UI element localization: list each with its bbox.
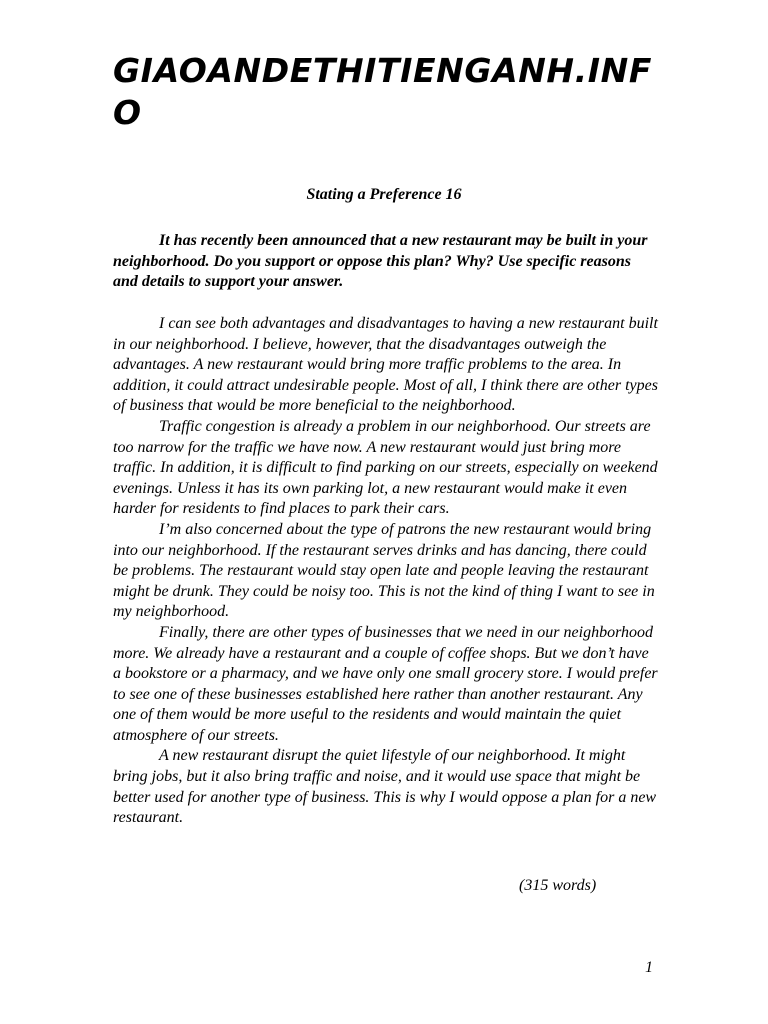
document-title: Stating a Preference 16 — [306, 186, 462, 203]
essay-paragraph: Finally, there are other types of businesses that we need in our neighborhood more. We already have a restaurant and a couple of coffee shops. But we don’t have a bookstore or a pharmacy, and we have only one small grocery store. I would prefer to see one of these businesses established here rather than another restaurant. Any one of them would be more useful to the residents and would maintain the quiet atmosphere of our streets. — [113, 623, 658, 744]
essay-body — [113, 314, 658, 829]
essay-paragraph: I can see both advantages and disadvantages to having a new restaurant built in our neighborhood. I believe, however, that the disadvantages outweigh the advantages. A new restaurant would bring more traffic problems to the area. In addition, it could attract undesirable people. Most of all, I think there are other types of business that would be more beneficial to the neighborhood. — [113, 315, 658, 415]
essay-paragraph: A new restaurant disrupt the quiet lifestyle of our neighborhood. It might bring jobs, but it also bring traffic and noise, and it would use space that might be better used for another type of business. This is why I would oppose a plan for a new restaurant. — [113, 747, 657, 827]
essay-paragraph: Traffic congestion is already a problem in our neighborhood. Our streets are too narrow for the traffic we have now. A new restaurant would just bring more traffic. In addition, it is difficult to find parking on our streets, especially on weekend evenings. Unless it has its own parking lot, a new restaurant would make it even harder for residents to find places to park their cars. — [113, 417, 658, 518]
word-count: (315 words) — [519, 877, 597, 894]
site-header: GIAOANDETHITIENGANH.INFO — [113, 51, 653, 132]
page-number: 1 — [645, 959, 653, 976]
essay-paragraph: I’m also concerned about the type of patrons the new restaurant would bring into our neighborhood. If the restaurant serves drinks and has dancing, there could be problems. The restaurant would stay open late and people leaving the restaurant might be drunk. They could be noisy too. This is not the kind of thing I want to see in my neighborhood. — [113, 520, 655, 621]
essay-prompt: It has recently been announced that a new restaurant may be built in your neighborhood. Do you support or oppose this plan? Why? Use specific reasons and details to support your answer. — [113, 232, 648, 290]
